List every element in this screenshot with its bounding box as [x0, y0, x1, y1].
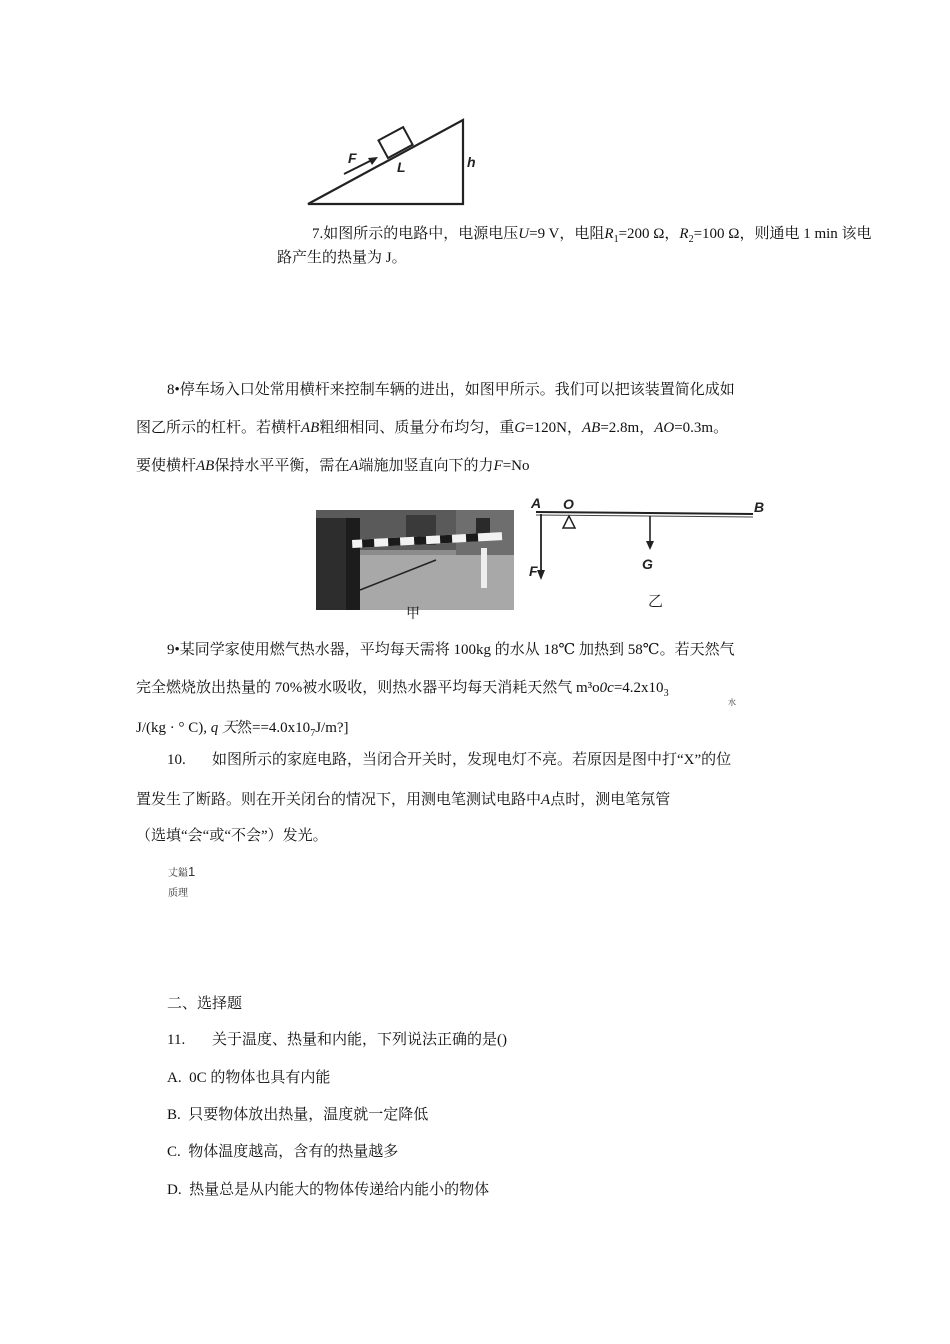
q7-text-d: =100 Ω，则通电 1 min 该电 [693, 226, 872, 242]
q8-var-AB3: AB [196, 458, 215, 474]
q9-text-e: J/m?] [315, 720, 349, 736]
q9-text-c: J/(kg · ° C), [136, 720, 207, 736]
q9-text-a: 完全燃烧放出热量的 70%被水吸收，则热水器平均每天消耗天然气 m³o [136, 680, 600, 696]
q8-text-a: 图乙所示的杠杆。若横杆 [136, 420, 302, 436]
q10-fragment-num: 1 [188, 864, 196, 879]
q9-text-b: =4.2x10 [613, 680, 664, 696]
q8-var-AB2: AB [582, 420, 601, 436]
q7-text-b: =9 V，电阻 [529, 226, 605, 242]
caption-yi: 乙 [648, 592, 664, 610]
lever-label-G: G [642, 556, 653, 572]
q9-text-d: 然==4.0x10 [237, 720, 311, 736]
lever-label-F: F [529, 563, 538, 579]
q8-var-F: F [493, 458, 503, 474]
q10-fragment-text: 丈鎰 [168, 868, 188, 879]
lever-label-B: B [754, 499, 765, 515]
incline-figure [300, 112, 490, 212]
caption-jia: 甲 [406, 607, 420, 622]
q10-figure-fragment-2: 质理 [168, 888, 188, 899]
lever-bar [536, 512, 753, 514]
q7-text-a: 7.如图所示的电路中，电源电压 [312, 226, 519, 242]
q10-number: 10. [167, 752, 186, 768]
q10-line2 [136, 790, 670, 810]
label-F: F [348, 150, 357, 166]
option-b-letter: B. [167, 1107, 181, 1123]
label-L: L [397, 159, 406, 175]
q7-sub-1: 1 [613, 234, 619, 245]
q8-var-A: A [349, 458, 359, 474]
incline-triangle [308, 120, 463, 204]
q10-var-A: A [541, 792, 551, 808]
q8-line2 [136, 418, 728, 438]
option-d [167, 1180, 489, 1200]
q8-text-b: 粗细相同、质量分布均匀，重 [319, 420, 515, 436]
option-c-text: 物体温度越高，含有的热量越多 [188, 1144, 399, 1160]
option-c-letter: C. [167, 1144, 181, 1160]
option-a-text: 0C 的物体也具有内能 [189, 1070, 331, 1086]
q7-line2: 路产生的热量为 J。 [277, 250, 407, 266]
q7-var-U: U [518, 226, 530, 242]
q11-stem: 关于温度、热量和内能，下列说法正确的是() [212, 1032, 507, 1048]
q9-line2 [136, 678, 669, 704]
q8-text-c: =120N， [525, 420, 582, 436]
option-d-text: 热量总是从内能大的物体传递给内能小的物体 [189, 1182, 490, 1198]
q7-line1 [312, 224, 872, 250]
q9-sub-7: 7 [310, 728, 316, 739]
force-F-arrowhead [537, 570, 545, 580]
q8-line3 [136, 456, 530, 476]
q8-text-f: 要使横杆 [136, 458, 197, 474]
q8-line1: 8•停车场入口处常用横杆来控制车辆的进出，如图甲所示。我们可以把该装置简化成如 [167, 382, 735, 398]
q9-line3 [136, 718, 349, 744]
q8-text-g: 保持水平平衡，需在 [214, 458, 350, 474]
q8-text-d: =2.8m， [600, 420, 655, 436]
q9-line1: 9•某同学家使用燃气热水器，平均每天需将 100kg 的水从 18℃ 加热到 58℃。若天然气 [167, 642, 735, 658]
lever-label-O: O [563, 496, 574, 512]
block-on-incline [378, 127, 412, 158]
q9-sub-3: 3 [663, 688, 669, 699]
option-b-text: 只要物体放出热量，温度就一定降低 [188, 1107, 429, 1123]
q7-text-c: =200 Ω， [618, 226, 680, 242]
q10-figure-fragment-1 [168, 866, 195, 880]
parking-barrier-photo [316, 510, 514, 610]
q7-var-R2: R [679, 226, 689, 242]
option-c [167, 1142, 398, 1162]
section-title: 二、选择题 [167, 996, 243, 1012]
q8-var-AB: AB [301, 420, 320, 436]
q7-var-R1: R [604, 226, 614, 242]
q7-sub-2: 2 [688, 234, 694, 245]
q10-text-b: 点时，测电笔氖管 [550, 792, 671, 808]
label-h: h [467, 154, 476, 170]
q9-var-c: 0c [599, 680, 614, 696]
q10-text-a: 置发生了断路。则在开关闭台的情况下，用测电笔测试电路中 [136, 792, 542, 808]
q8-text-e: =0.3m。 [674, 420, 729, 436]
q10-line3: （选填“会“或“不会”）发光。 [136, 828, 328, 844]
q11-number: 11. [167, 1032, 186, 1048]
q10-line1: 如图所示的家庭电路，当闭合开关时，发现电灯不亮。若原因是图中打“X”的位 [212, 752, 732, 768]
fulcrum-triangle [563, 516, 575, 528]
q9-var-q: q 天 [210, 720, 238, 736]
lever-label-A: A [531, 495, 542, 511]
q9-subscript-water: 水 [728, 698, 736, 707]
lever-diagram [528, 494, 778, 614]
option-d-letter: D. [167, 1182, 182, 1198]
option-a [167, 1068, 330, 1088]
option-a-letter: A. [167, 1070, 182, 1086]
option-b [167, 1105, 428, 1125]
weight-G-arrowhead [646, 541, 654, 550]
q8-text-i: =No [502, 458, 530, 474]
q8-text-h: 端施加竖直向下的力 [358, 458, 494, 474]
q8-var-AO: AO [654, 420, 675, 436]
q8-var-G: G [514, 420, 526, 436]
